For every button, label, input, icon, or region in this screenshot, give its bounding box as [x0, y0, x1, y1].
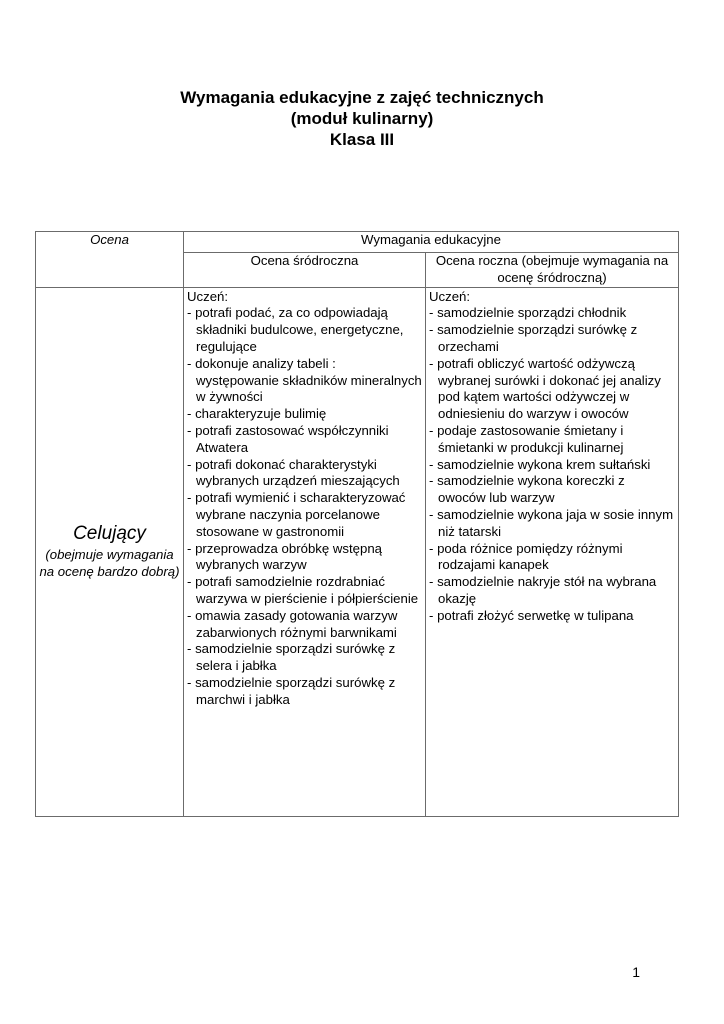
- table-row: [36, 287, 679, 816]
- document-title: [0, 87, 724, 150]
- grade-note: (obejmuje wymagania na ocenę bardzo dobrą): [39, 546, 180, 579]
- list-item: - samodzielnie wykona koreczki z owoców lub warzyw: [429, 473, 675, 507]
- list-item: - samodzielnie wykona krem sułtański: [429, 457, 675, 474]
- list-item: - podaje zastosowanie śmietany i śmietanki w produkcji kulinarnej: [429, 423, 675, 457]
- roczna-list: [429, 305, 675, 624]
- list-item: - charakteryzuje bulimię: [187, 406, 422, 423]
- roczna-cell: [426, 287, 679, 816]
- list-item: - samodzielnie sporządzi surówkę z orzechami: [429, 322, 675, 356]
- grade-name: Celujący: [73, 522, 146, 544]
- list-item: - samodzielnie sporządzi surówkę z selera i jabłka: [187, 641, 422, 675]
- header-wymagania: Wymagania edukacyjne: [184, 232, 679, 253]
- table-header-row: [36, 232, 679, 253]
- list-item: - omawia zasady gotowania warzyw zabarwionych różnymi barwnikami: [187, 608, 422, 642]
- list-item: - potrafi zastosować współczynniki Atwatera: [187, 423, 422, 457]
- list-item: - samodzielnie wykona jaja w sosie innym niż tatarski: [429, 507, 675, 541]
- page-number: 1: [632, 964, 640, 980]
- list-item: - potrafi podać, za co odpowiadają składniki budulcowe, energetyczne, regulujące: [187, 305, 422, 355]
- list-item: - samodzielnie nakryje stół na wybrana okazję: [429, 574, 675, 608]
- list-item: - potrafi samodzielnie rozdrabniać warzywa w pierścienie i półpierścienie: [187, 574, 422, 608]
- srodroczna-intro: Uczeń:: [187, 288, 229, 304]
- title-line-2: (moduł kulinarny): [290, 109, 434, 128]
- list-item: - poda różnice pomiędzy różnymi rodzajami kanapek: [429, 541, 675, 575]
- list-item: - dokonuje analizy tabeli : występowanie składników mineralnych w żywności: [187, 356, 422, 406]
- header-roczna: Ocena roczna (obejmuje wymagania na ocenę śródroczną): [426, 253, 679, 288]
- srodroczna-list: [187, 305, 422, 708]
- list-item: - samodzielnie sporządzi chłodnik: [429, 305, 675, 322]
- roczna-intro: Uczeń:: [429, 288, 471, 304]
- title-line-1: Wymagania edukacyjne z zajęć technicznych: [180, 88, 544, 107]
- list-item: - przeprowadza obróbkę wstępną wybranych warzyw: [187, 541, 422, 575]
- grade-cell: [36, 287, 184, 816]
- list-item: - samodzielnie sporządzi surówkę z marchwi i jabłka: [187, 675, 422, 709]
- header-ocena: Ocena: [36, 232, 184, 288]
- srodroczna-cell: [184, 287, 426, 816]
- list-item: - potrafi złożyć serwetkę w tulipana: [429, 608, 675, 625]
- title-line-3: Klasa III: [329, 130, 395, 149]
- list-item: - potrafi dokonać charakterystyki wybranych urządzeń mieszających: [187, 457, 422, 491]
- list-item: - potrafi obliczyć wartość odżywczą wybranej surówki i dokonać jej analizy pod kątem wartości odżywczej w odniesieniu do warzyw i owoców: [429, 356, 675, 423]
- list-item: - potrafi wymienić i scharakteryzować wybrane naczynia porcelanowe stosowane w gastronomii: [187, 490, 422, 540]
- header-srodroczna: Ocena śródroczna: [184, 253, 426, 288]
- requirements-table: [35, 231, 679, 817]
